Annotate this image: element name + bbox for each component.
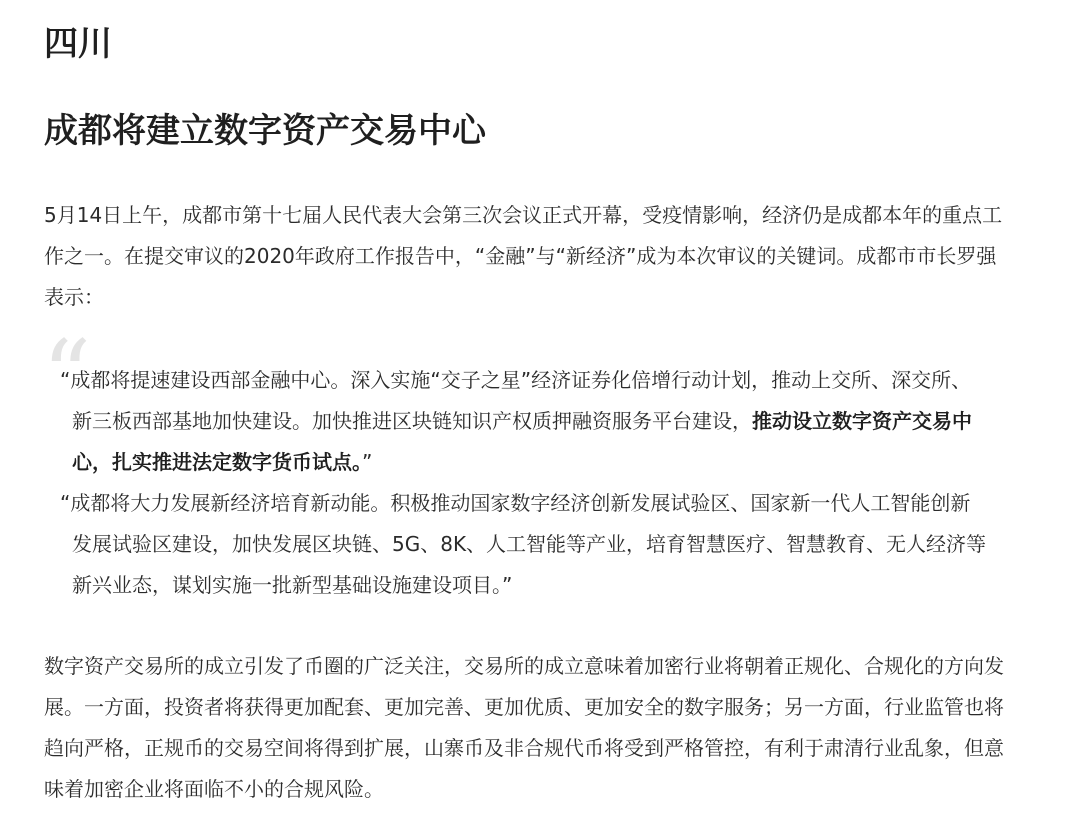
- closing-paragraph: 数字资产交易所的成立引发了币圈的广泛关注，交易所的成立意味着加密行业将朝着正规化、合规化的方向发展。一方面，投资者将获得更加配套、更加完善、更加优质、更加安全的数字服务；另一方面，行业监管也将趋向严格，正规币的交易空间将得到扩展，山寨币及非合规代币将受到严格管控，有利于肃清行业乱象，但意味着加密企业将面临不小的合规风险。: [44, 654, 1004, 801]
- quote-paragraph-1: [60, 360, 987, 483]
- quote-1-bold-text: 推动设立数字资产交易中心，扎实推进法定数字货币试点。: [72, 409, 972, 474]
- quote-paragraph-2: “成都将大力发展新经济培育新动能。积极推动国家数字经济创新发展试验区、国家新一代人工智能创新发展试验区建设，加快发展区块链、5G、8K、人工智能等产业，培育智慧医疗、智慧教育、无人经济等新兴业态，谋划实施一批新型基础设施建设项目。”: [60, 491, 987, 597]
- quote-1-end: ”: [362, 450, 373, 474]
- region-heading: 四川: [44, 24, 112, 64]
- intro-paragraph: 5月14日上午，成都市第十七届人民代表大会第三次会议正式开幕，受疫情影响，经济仍是成都本年的重点工作之一。在提交审议的2020年政府工作报告中，“金融”与“新经济”成为本次审议的关键词。成都市市长罗强表示：: [44, 203, 1003, 309]
- quote-1-text: “成都将提速建设西部金融中心。深入实施“交子之星”经济证券化倍增行动计划，推动上交所、深交所、新三板西部基地加快建设。加快推进区块链知识产权质押融资服务平台建设，: [60, 368, 972, 433]
- quote-mark-icon: “: [42, 320, 92, 432]
- article-headline: 成都将建立数字资产交易中心: [44, 111, 486, 151]
- blockquote: [60, 360, 987, 606]
